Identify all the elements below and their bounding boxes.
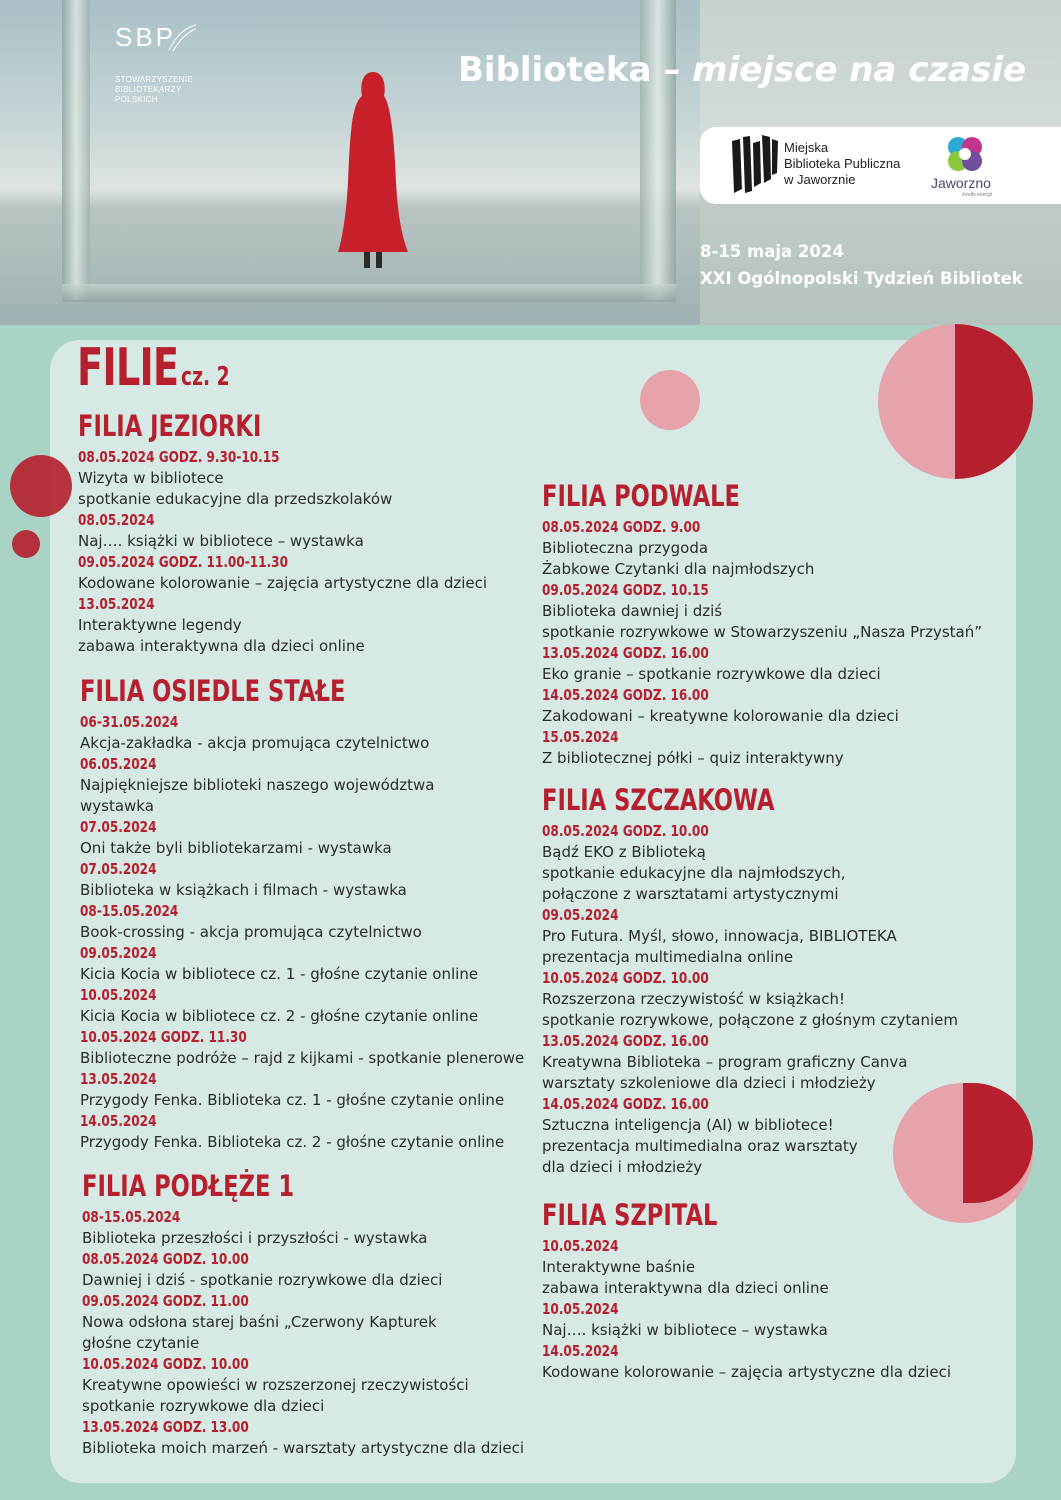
event-date: 08.05.2024 GODZ. 10.00 — [82, 1250, 249, 1268]
jaworzno-logo-icon — [944, 135, 986, 173]
library-logo-icon — [730, 133, 780, 195]
header-banner — [0, 0, 1061, 325]
event-item — [542, 685, 982, 727]
event-description: głośne czytanie — [82, 1334, 200, 1352]
event-date: 08.05.2024 GODZ. 9.00 — [542, 518, 701, 536]
event-dates: 8-15 maja 2024 — [700, 242, 844, 261]
event-date: 13.05.2024 GODZ. 16.00 — [542, 644, 709, 662]
event-item — [82, 1291, 524, 1354]
section-heading: FILIA SZPITAL — [542, 1198, 718, 1232]
jaworzno-logo-subtext: źródło energii — [962, 192, 993, 198]
jaworzno-logo-text: Jaworzno — [931, 175, 991, 191]
event-item — [542, 1031, 958, 1094]
event-item — [542, 580, 982, 643]
event-description: Naj…. książki w bibliotece – wystawka — [542, 1321, 828, 1339]
event-date: 10.05.2024 — [80, 986, 157, 1004]
section-heading: FILIA OSIEDLE STAŁE — [80, 674, 346, 708]
event-description: Biblioteka moich marzeń - warsztaty artystyczne dla dzieci — [82, 1439, 525, 1457]
event-item — [82, 1354, 524, 1417]
event-description: Żabkowe Czytanki dla najmłodszych — [542, 560, 815, 578]
event-date: 06.05.2024 — [80, 755, 157, 773]
event-item — [80, 712, 524, 754]
event-description: Rozszerzona rzeczywistość w książkach! — [542, 990, 845, 1008]
decor-half-circle-red — [955, 324, 1033, 479]
section-osiedle-stale — [80, 672, 524, 1153]
event-date: 10.05.2024 GODZ. 10.00 — [542, 969, 709, 987]
page-title: FILIE cz. 2 — [77, 338, 230, 398]
event-description: Sztuczna inteligencja (AI) w bibliotece! — [542, 1116, 834, 1134]
event-item — [542, 968, 958, 1031]
event-date: 10.05.2024 GODZ. 11.30 — [80, 1028, 247, 1046]
event-description: połączone z warsztatami artystycznymi — [542, 885, 839, 903]
event-description: Pro Futura. Myśl, słowo, innowacja, BIBLIOTEKA — [542, 927, 897, 945]
event-date: 15.05.2024 — [542, 728, 619, 746]
event-date: 09.05.2024 — [80, 944, 157, 962]
event-description: Book-crossing - akcja promująca czytelnictwo — [80, 923, 422, 941]
event-date: 07.05.2024 — [80, 818, 157, 836]
sbp-logo-text: STOWARZYSZENIE BIBLIOTEKARZY POLSKICH — [115, 75, 193, 104]
event-item — [80, 754, 524, 817]
event-item — [542, 643, 982, 685]
event-date: 14.05.2024 — [80, 1112, 157, 1130]
event-item — [542, 1341, 951, 1383]
event-item — [80, 943, 524, 985]
sbp-logo-mark: SBP — [115, 22, 177, 52]
event-date: 09.05.2024 GODZ. 11.00 — [82, 1292, 249, 1310]
event-item — [542, 517, 982, 580]
event-item — [80, 859, 524, 901]
event-description: Oni także byli bibliotekarzami - wystawka — [80, 839, 392, 857]
event-item — [542, 1094, 958, 1178]
event-item — [80, 1069, 524, 1111]
event-date: 10.05.2024 GODZ. 10.00 — [82, 1355, 249, 1373]
decor-circle-small — [640, 370, 700, 430]
event-description: Kodowane kolorowanie – zajęcia artystyczne dla dzieci — [78, 574, 488, 592]
section-podleze-1 — [82, 1167, 524, 1459]
library-name: Miejska Biblioteka Publiczna w Jaworznie — [784, 140, 901, 187]
event-description: Kreatywne opowieści w rozszerzonej rzeczywistości — [82, 1376, 469, 1394]
event-description: spotkanie edukacyjne dla najmłodszych, — [542, 864, 846, 882]
event-date: 08.05.2024 GODZ. 9.30-10.15 — [78, 448, 280, 466]
event-date: 13.05.2024 GODZ. 13.00 — [82, 1418, 249, 1436]
decor-dot-red-left — [12, 530, 40, 558]
event-description: Wizyta w bibliotece — [78, 469, 224, 487]
event-description: Akcja-zakładka - akcja promująca czytelnictwo — [80, 734, 430, 752]
campaign-title: Biblioteka – miejsce na czasie — [458, 50, 1027, 90]
event-item — [78, 594, 487, 657]
event-description: Kodowane kolorowanie – zajęcia artystyczne dla dzieci — [542, 1363, 952, 1381]
red-cloak-figure-illustration — [338, 72, 408, 272]
event-description: Interaktywne legendy — [78, 616, 242, 634]
event-description: Biblioteczna przygoda — [542, 539, 709, 557]
section-heading: FILIA JEZIORKI — [78, 409, 262, 443]
event-date: 10.05.2024 — [542, 1300, 619, 1318]
event-date: 13.05.2024 — [78, 595, 155, 613]
event-description: spotkanie rozrywkowe dla dzieci — [82, 1397, 325, 1415]
event-item — [80, 1027, 524, 1069]
sbp-logo — [115, 22, 193, 105]
event-date: 08-15.05.2024 — [80, 902, 179, 920]
event-date: 09.05.2024 GODZ. 11.00-11.30 — [78, 553, 289, 571]
event-description: Z bibliotecznej półki – quiz interaktywny — [542, 749, 844, 767]
event-description: Przygody Fenka. Biblioteka cz. 2 - głośne czytanie online — [80, 1133, 505, 1151]
event-description: Kicia Kocia w bibliotece cz. 2 - głośne czytanie online — [80, 1007, 479, 1025]
event-description: Przygody Fenka. Biblioteka cz. 1 - głośne czytanie online — [80, 1091, 505, 1109]
section-podwale — [542, 477, 982, 769]
event-description: Naj…. książki w bibliotece – wystawka — [78, 532, 364, 550]
event-item — [78, 447, 487, 510]
event-date: 08.05.2024 — [78, 511, 155, 529]
event-date: 13.05.2024 — [80, 1070, 157, 1088]
event-description: Zakodowani – kreatywne kolorowanie dla dzieci — [542, 707, 899, 725]
event-info — [700, 238, 1023, 292]
event-description: Biblioteka dawniej i dziś — [542, 602, 723, 620]
event-description: zabawa interaktywna dla dzieci online — [542, 1279, 829, 1297]
event-description: prezentacja multimedialna online — [542, 948, 794, 966]
event-item — [542, 821, 958, 905]
event-date: 09.05.2024 — [542, 906, 619, 924]
event-description: Nowa odsłona starej baśni „Czerwony Kapturek — [82, 1313, 437, 1331]
event-date: 06-31.05.2024 — [80, 713, 179, 731]
event-item — [80, 985, 524, 1027]
event-item — [80, 901, 524, 943]
event-description: Najpiękniejsze biblioteki naszego województwa — [80, 776, 435, 794]
event-description: spotkanie rozrywkowe w Stowarzyszeniu „Nasza Przystań” — [542, 623, 983, 641]
event-description: Interaktywne baśnie — [542, 1258, 696, 1276]
book-page-bottom — [62, 284, 676, 302]
sbp-swoosh-icon — [167, 24, 197, 52]
section-heading: FILIA SZCZAKOWA — [542, 783, 775, 817]
event-description: spotkanie edukacyjne dla przedszkolaków — [78, 490, 393, 508]
event-name: XXI Ogólnopolski Tydzień Bibliotek — [700, 269, 1023, 288]
event-item — [82, 1249, 524, 1291]
event-description: Eko granie – spotkanie rozrywkowe dla dzieci — [542, 665, 881, 683]
event-item — [78, 552, 487, 594]
event-description: Biblioteka w książkach i filmach - wystawka — [80, 881, 407, 899]
event-date: 08-15.05.2024 — [82, 1208, 181, 1226]
event-item — [78, 510, 487, 552]
event-description: prezentacja multimedialna oraz warsztaty — [542, 1137, 858, 1155]
event-date: 14.05.2024 GODZ. 16.00 — [542, 1095, 709, 1113]
event-description: Kicia Kocia w bibliotece cz. 1 - głośne czytanie online — [80, 965, 479, 983]
event-description: Biblioteka przeszłości i przyszłości - wystawka — [82, 1229, 428, 1247]
event-description: Dawniej i dziś - spotkanie rozrywkowe dla dzieci — [82, 1271, 443, 1289]
event-item — [82, 1417, 524, 1459]
event-description: Kreatywna Biblioteka – program graficzny Canva — [542, 1053, 908, 1071]
event-description: Bądź EKO z Biblioteką — [542, 843, 706, 861]
section-heading: FILIA PODWALE — [542, 479, 740, 513]
event-date: 08.05.2024 GODZ. 10.00 — [542, 822, 709, 840]
event-date: 14.05.2024 — [542, 1342, 619, 1360]
event-item — [82, 1207, 524, 1249]
event-description: Biblioteczne podróże – rajd z kijkami - spotkanie plenerowe — [80, 1049, 525, 1067]
section-szczakowa — [542, 781, 958, 1178]
event-description: warsztaty szkoleniowe dla dzieci i młodzieży — [542, 1074, 876, 1092]
event-description: dla dzieci i młodzieży — [542, 1158, 703, 1176]
event-item — [542, 1236, 951, 1299]
book-page-left — [62, 0, 90, 300]
event-date: 14.05.2024 GODZ. 16.00 — [542, 686, 709, 704]
event-date: 10.05.2024 — [542, 1237, 619, 1255]
event-description: wystawka — [80, 797, 154, 815]
event-item — [542, 1299, 951, 1341]
section-heading: FILIA PODŁĘŻE 1 — [82, 1169, 295, 1203]
section-szpital — [542, 1196, 951, 1383]
section-jeziorki — [78, 407, 487, 657]
event-description: zabawa interaktywna dla dzieci online — [78, 637, 365, 655]
event-description: spotkanie rozrywkowe, połączone z głośnym czytaniem — [542, 1011, 958, 1029]
event-date: 07.05.2024 — [80, 860, 157, 878]
event-item — [542, 905, 958, 968]
event-item — [80, 1111, 524, 1153]
book-page-right — [640, 0, 676, 300]
event-item — [542, 727, 982, 769]
decor-circle-red-left — [10, 455, 72, 517]
event-date: 09.05.2024 GODZ. 10.15 — [542, 581, 709, 599]
event-item — [80, 817, 524, 859]
partner-logos — [700, 127, 1061, 204]
event-date: 13.05.2024 GODZ. 16.00 — [542, 1032, 709, 1050]
